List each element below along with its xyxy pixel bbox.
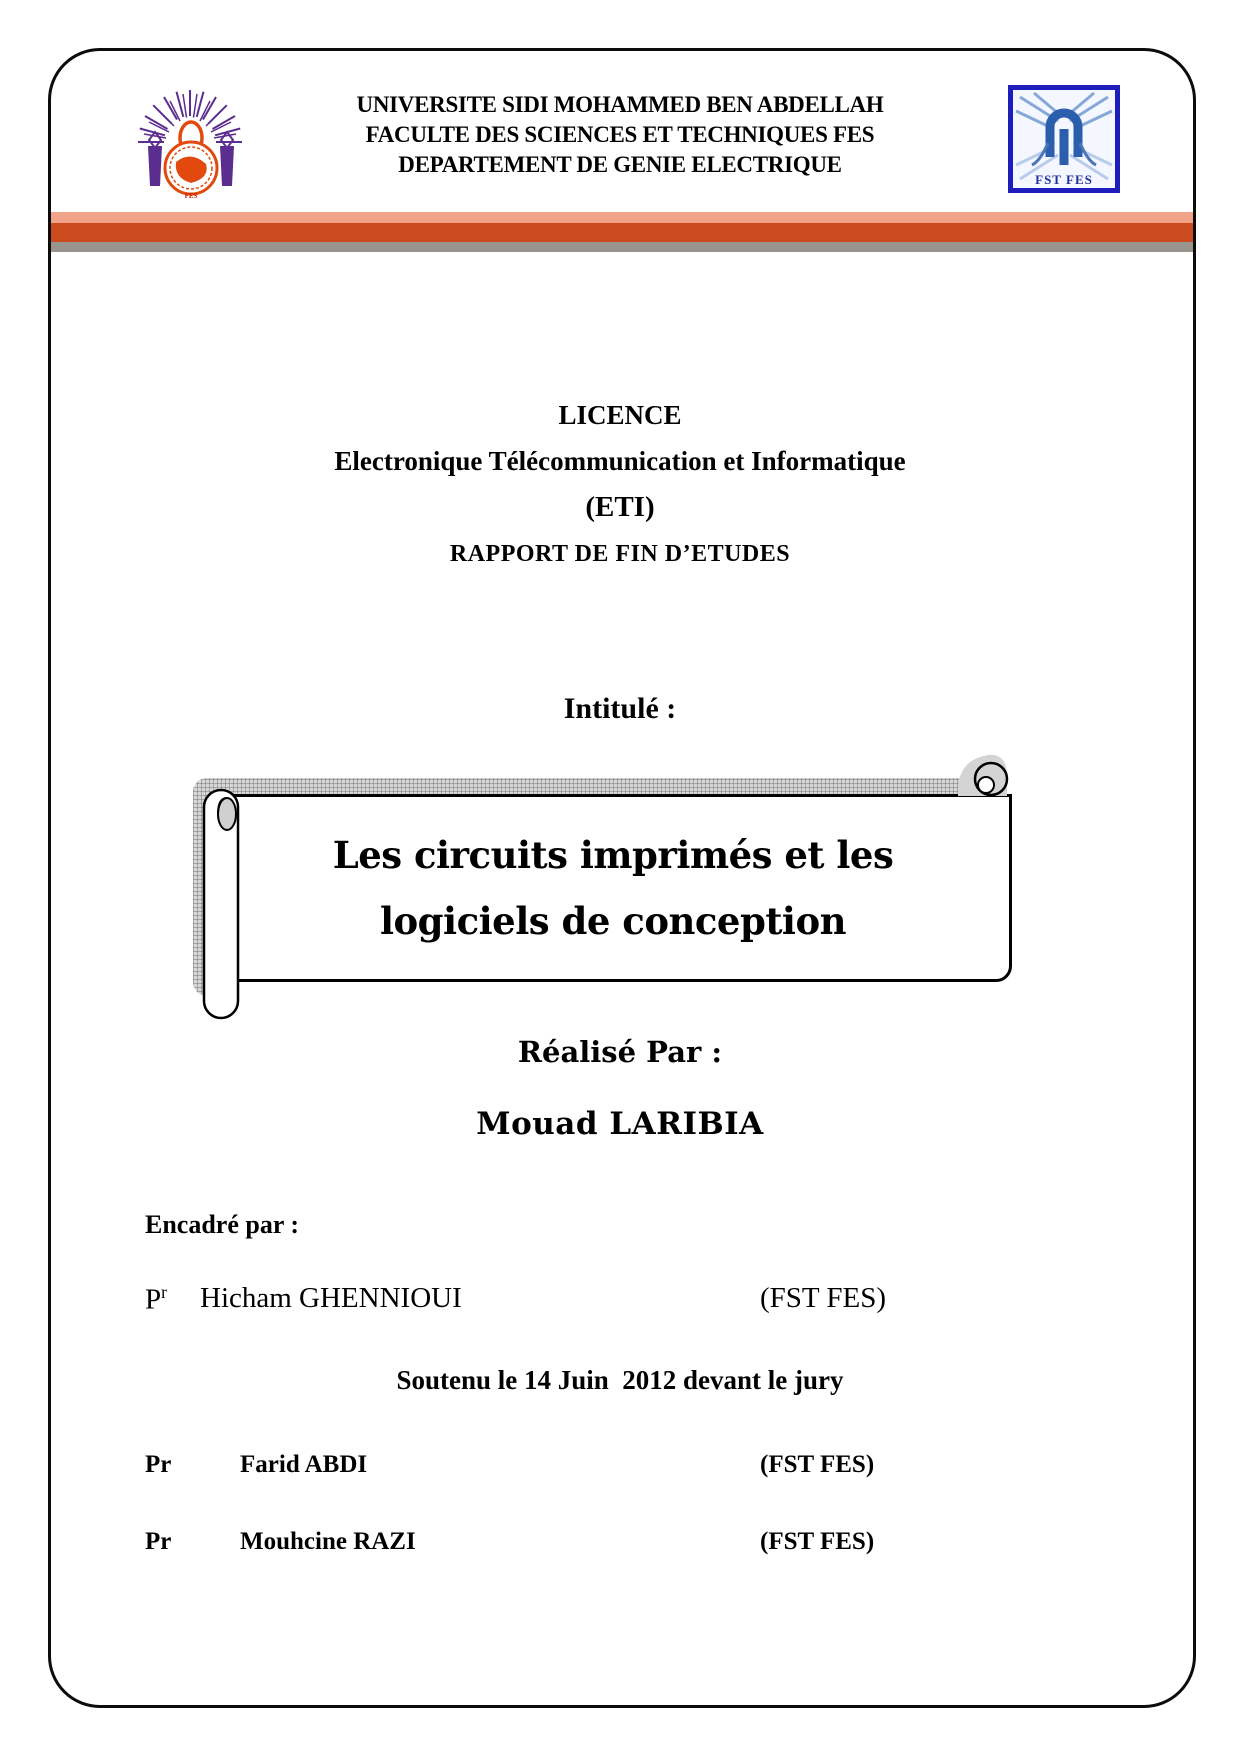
supervisor-title: $P^r$	[145, 1282, 167, 1316]
jury-member-name: Farid ABDI	[240, 1451, 368, 1478]
supervisor-name: Hicham GHENNIOUI	[200, 1282, 462, 1314]
jury-member-title: Pr	[145, 1451, 172, 1478]
encadre-par-label: Encadré par :	[145, 1210, 300, 1239]
fst-logo-caption: FST FES	[1035, 172, 1093, 187]
supervisor-row	[0, 1282, 1240, 1322]
realise-par-label: Réalisé Par :	[517, 1035, 723, 1069]
header-faculty-name: FACULTE DES SCIENCES ET TECHNIQUES FES	[365, 122, 875, 147]
supervisor-title-superscript: r	[161, 1282, 167, 1302]
jury-row	[0, 1528, 1240, 1568]
header-university-name: UNIVERSITE SIDI MOHAMMED BEN ABDELLAH	[356, 92, 884, 117]
author-name: Mouad LARIBIA	[476, 1106, 764, 1142]
report-title-line2: logiciels de conception	[379, 899, 847, 943]
supervisor-affiliation: (FST FES)	[760, 1282, 886, 1314]
intitule-label: Intitulé :	[563, 692, 677, 725]
degree-abbreviation: (ETI)	[585, 491, 655, 523]
scroll-right-curl	[946, 742, 1018, 800]
jury-row	[0, 1451, 1240, 1491]
jury-member-title: Pr	[145, 1528, 172, 1555]
report-title	[217, 822, 1009, 954]
svg-text:FES: FES	[184, 192, 198, 200]
jury-member-affiliation: (FST FES)	[760, 1528, 875, 1555]
degree-level: LICENCE	[558, 400, 682, 430]
jury-member-affiliation: (FST FES)	[760, 1451, 875, 1478]
degree-program: Electronique Télécommunication et Informatique	[334, 446, 906, 476]
header-block	[0, 90, 1240, 180]
title-scroll-banner	[214, 794, 1012, 982]
report-type: RAPPORT DE FIN D’ETUDES	[449, 541, 791, 567]
scroll-left-roll	[196, 786, 244, 1022]
defense-line: Soutenu le 14 Juin 2012 devant le jury	[396, 1365, 844, 1395]
header-department-name: DEPARTEMENT DE GENIE ELECTRIQUE	[398, 152, 842, 177]
accent-bar	[51, 212, 1193, 252]
jury-member-name: Mouhcine RAZI	[240, 1528, 416, 1555]
degree-block	[0, 392, 1240, 530]
report-title-line1: Les circuits imprimés et les	[332, 833, 894, 877]
